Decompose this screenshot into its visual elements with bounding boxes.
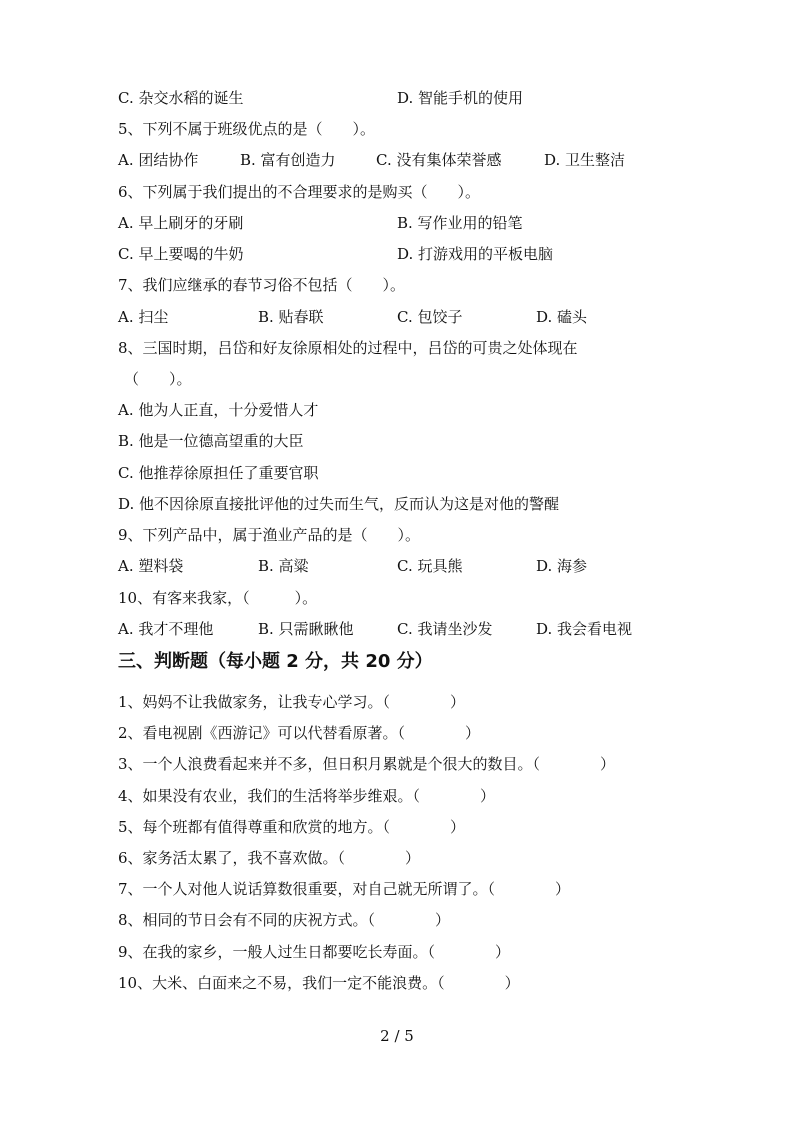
q8-option-a: A. 他为人正直，十分爱惜人才 bbox=[118, 401, 319, 419]
q10-option-c: C. 我请坐沙发 bbox=[397, 620, 493, 638]
q8-stem: 8、三国时期，吕岱和好友徐原相处的过程中，吕岱的可贵之处体现在 bbox=[118, 339, 578, 357]
q10-stem: 10、有客来我家，（ ）。 bbox=[118, 589, 318, 607]
q7-option-d: D. 磕头 bbox=[536, 308, 588, 326]
q8-option-d: D. 他不因徐原直接批评他的过失而生气，反而认为这是对他的警醒 bbox=[118, 495, 560, 513]
q5-option-c: C. 没有集体荣誉感 bbox=[376, 151, 502, 169]
q6-option-a: A. 早上刷牙的牙刷 bbox=[118, 214, 244, 232]
q6-stem: 6、下列属于我们提出的不合理要求的是购买（ ）。 bbox=[118, 183, 481, 201]
judgment-item-8: 8、相同的节日会有不同的庆祝方式。（ ） bbox=[118, 911, 451, 929]
judgment-item-1: 1、妈妈不让我做家务，让我专心学习。（ ） bbox=[118, 693, 466, 711]
q9-stem: 9、下列产品中，属于渔业产品的是（ ）。 bbox=[118, 526, 421, 544]
judgment-item-5: 5、每个班都有值得尊重和欣赏的地方。（ ） bbox=[118, 818, 466, 836]
q10-option-d: D. 我会看电视 bbox=[536, 620, 633, 638]
section-heading-judgment: 三、判断题（每小题 2 分，共 20 分） bbox=[118, 651, 433, 672]
q7-option-c: C. 包饺子 bbox=[397, 308, 463, 326]
q5-option-b: B. 富有创造力 bbox=[240, 151, 336, 169]
judgment-item-6: 6、家务活太累了，我不喜欢做。（ ） bbox=[118, 849, 421, 867]
judgment-item-7: 7、一个人对他人说话算数很重要，对自己就无所谓了。（ ） bbox=[118, 880, 571, 898]
judgment-item-2: 2、看电视剧《西游记》可以代替看原著。（ ） bbox=[118, 724, 481, 742]
judgment-item-10: 10、大米、白面来之不易，我们一定不能浪费。（ ） bbox=[118, 974, 520, 992]
q7-option-a: A. 扫尘 bbox=[118, 308, 169, 326]
q9-option-b: B. 高粱 bbox=[258, 557, 309, 575]
q10-option-a: A. 我才不理他 bbox=[118, 620, 214, 638]
q4-option-d: D. 智能手机的使用 bbox=[397, 89, 524, 107]
judgment-item-9: 9、在我的家乡，一般人过生日都要吃长寿面。（ ） bbox=[118, 943, 511, 961]
q4-option-c: C. 杂交水稻的诞生 bbox=[118, 89, 244, 107]
judgment-item-4: 4、如果没有农业，我们的生活将举步维艰。（ ） bbox=[118, 787, 496, 805]
q8-option-c: C. 他推荐徐原担任了重要官职 bbox=[118, 464, 319, 482]
page-number: 2 / 5 bbox=[380, 1027, 414, 1045]
q10-option-b: B. 只需瞅瞅他 bbox=[258, 620, 354, 638]
q9-option-d: D. 海参 bbox=[536, 557, 588, 575]
q6-option-b: B. 写作业用的铅笔 bbox=[397, 214, 523, 232]
q6-option-c: C. 早上要喝的牛奶 bbox=[118, 245, 244, 263]
q8-option-b: B. 他是一位德高望重的大臣 bbox=[118, 432, 304, 450]
q8-stem-blank: （ ）。 bbox=[124, 370, 192, 388]
q9-option-a: A. 塑料袋 bbox=[118, 557, 184, 575]
q5-stem: 5、下列不属于班级优点的是（ ）。 bbox=[118, 120, 376, 138]
q5-option-a: A. 团结协作 bbox=[118, 151, 199, 169]
q6-option-d: D. 打游戏用的平板电脑 bbox=[397, 245, 554, 263]
q7-stem: 7、我们应继承的春节习俗不包括（ ）。 bbox=[118, 276, 406, 294]
judgment-item-3: 3、一个人浪费看起来并不多，但日积月累就是个很大的数目。（ ） bbox=[118, 755, 616, 773]
q7-option-b: B. 贴春联 bbox=[258, 308, 324, 326]
q9-option-c: C. 玩具熊 bbox=[397, 557, 463, 575]
q5-option-d: D. 卫生整洁 bbox=[544, 151, 626, 169]
